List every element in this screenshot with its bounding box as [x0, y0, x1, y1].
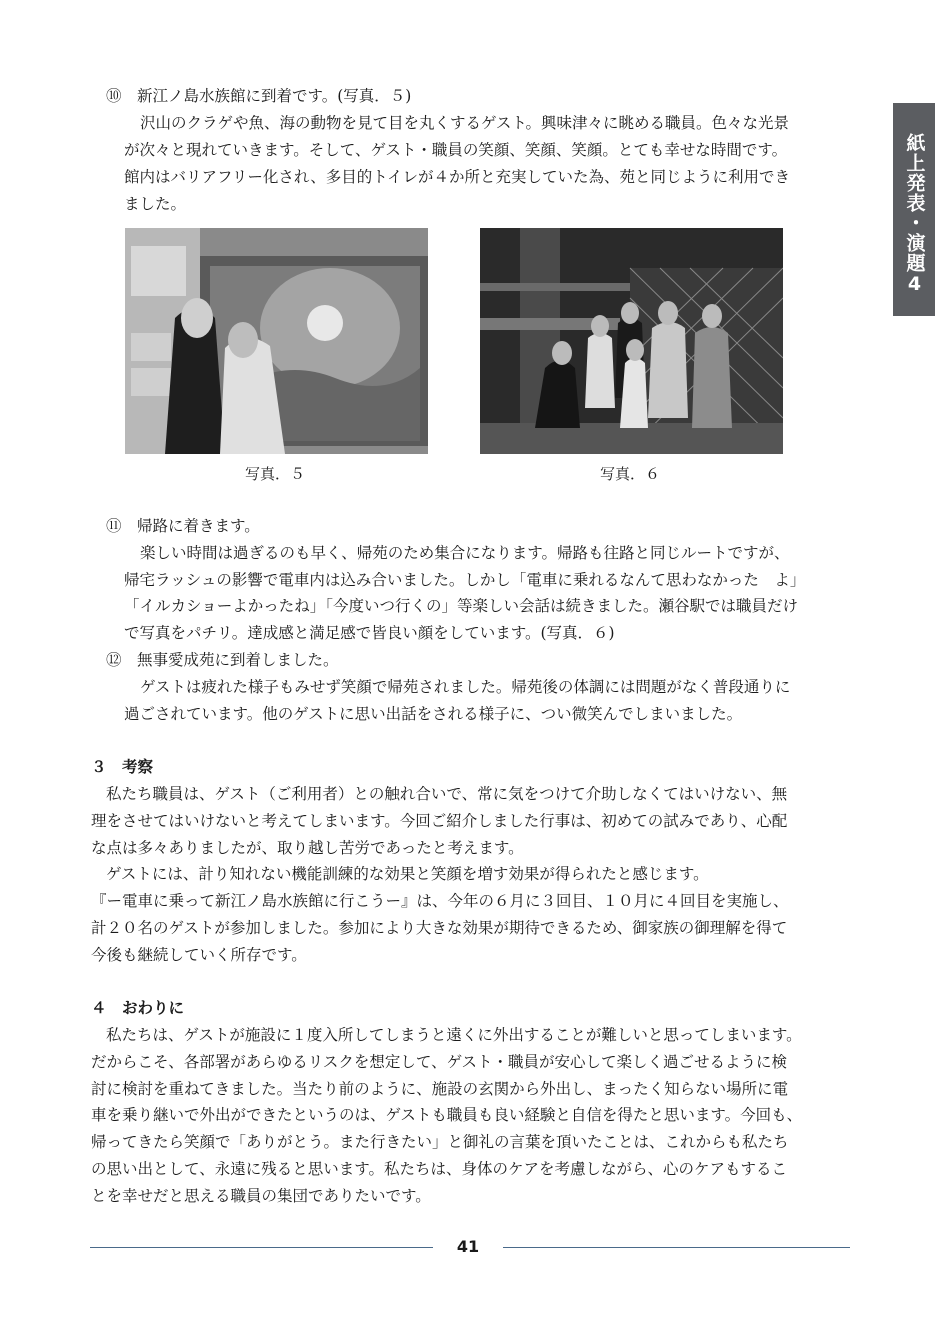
section-4-line: の思い出として、永遠に残ると思います。私たちは、身体のケアを考慮しながら、心のケアもするこ [91, 1160, 787, 1178]
aquarium-photo [125, 228, 428, 454]
section-12-heading: ⑫ 無事愛成苑に到着しました。 [106, 651, 339, 669]
footer-rule-right [503, 1247, 850, 1248]
section-4-line: 討に検討を重ねてきました。当たり前のように、施設の玄関から外出し、まったく知らない場所に電 [91, 1080, 789, 1098]
photo-6-caption: 写真．６ [600, 465, 661, 483]
section-12-line: 過ごされています。他のゲストに思い出話をされる様子に、つい微笑んでしまいました。 [124, 705, 743, 723]
section-3-heading: ３ 考察 [91, 758, 154, 776]
section-11-line: 帰宅ラッシュの影響で電車内は込み合いました。しかし「電車に乗れるなんて思わなかった よ」 [124, 571, 806, 589]
side-section-tab: 紙上発表・演題4 [893, 103, 935, 316]
section-11-line: で写真をパチリ。達成感と満足感で皆良い顔をしています。(写真．６) [124, 624, 615, 642]
section-3-line: 『ー電車に乗って新江ノ島水族館に行こうー』は、今年の６月に３回目、１０月に４回目を実施し、 [91, 892, 789, 910]
section-11-heading: ⑪ 帰路に着きます。 [106, 517, 260, 535]
section-4-line: 帰ってきたら笑顔で「ありがとう。また行きたい」と御礼の言葉を頂いたことは、これからも私たち [91, 1133, 789, 1151]
page-number: 41 [456, 1237, 480, 1256]
section-3-line: 私たち職員は、ゲスト（ご利用者）との触れ合いで、常に気をつけて介助しなくてはいけない、無 [106, 785, 788, 803]
section-4-line: 私たちは、ゲストが施設に１度入所してしまうと遠くに外出することが難しいと思ってしまいます。 [106, 1026, 802, 1044]
section-3-line: な点は多々ありましたが、取り越し苦労であったと考えます。 [91, 839, 524, 857]
section-10-line: 沢山のクラゲや魚、海の動物を見て目を丸くするゲスト。興味津々に眺める職員。色々な光景 [140, 114, 789, 132]
section-10-heading: ⑩ 新江ノ島水族館に到着です。(写真．５) [106, 87, 412, 105]
section-10-line: が次々と現れていきます。そして、ゲスト・職員の笑顔、笑顔、笑顔。とても幸せな時間です。 [124, 141, 788, 159]
section-4-heading: ４ おわりに [91, 999, 185, 1017]
section-4-line: とを幸せだと思える職員の集団でありたいです。 [91, 1187, 431, 1205]
section-10-line: 館内はバリアフリー化され、多目的トイレが４か所と充実していた為、苑と同じように利用でき [124, 168, 791, 186]
section-10-line: ました。 [124, 195, 187, 213]
section-4-line: 車を乗り継いで外出ができたというのは、ゲストも職員も良い経験と自信を得たと思います。今回も、 [91, 1106, 803, 1124]
footer-rule-left [90, 1247, 433, 1248]
section-3-line: ゲストには、計り知れない機能訓練的な効果と笑顔を増す効果が得られたと感じます。 [106, 865, 709, 883]
section-4-line: だからこそ、各部署があらゆるリスクを想定して、ゲスト・職員が安心して楽しく過ごせるように検 [91, 1053, 787, 1071]
section-11-line: 「イルカショーよかったね」「今度いつ行くの」等楽しい会話は続きました。瀬谷駅では職員だけ [124, 597, 798, 615]
section-3-line: 理をさせてはいけないと考えてしまいます。今回ご紹介しました行事は、初めての試みであり、心配 [91, 812, 788, 830]
section-12-line: ゲストは疲れた様子もみせず笑顔で帰苑されました。帰苑後の体調には問題がなく普段通りに [140, 678, 791, 696]
station-group-photo [480, 228, 783, 454]
section-3-line: 今後も継続していく所存です。 [91, 946, 307, 964]
section-3-line: 計２０名のゲストが参加しました。参加により大きな効果が期待できるため、御家族の御理解を得て [91, 919, 788, 937]
photo-5-caption: 写真．５ [245, 465, 306, 483]
section-11-line: 楽しい時間は過ぎるのも早く、帰苑のため集合になります。帰路も往路と同じルートですが、 [140, 544, 790, 562]
